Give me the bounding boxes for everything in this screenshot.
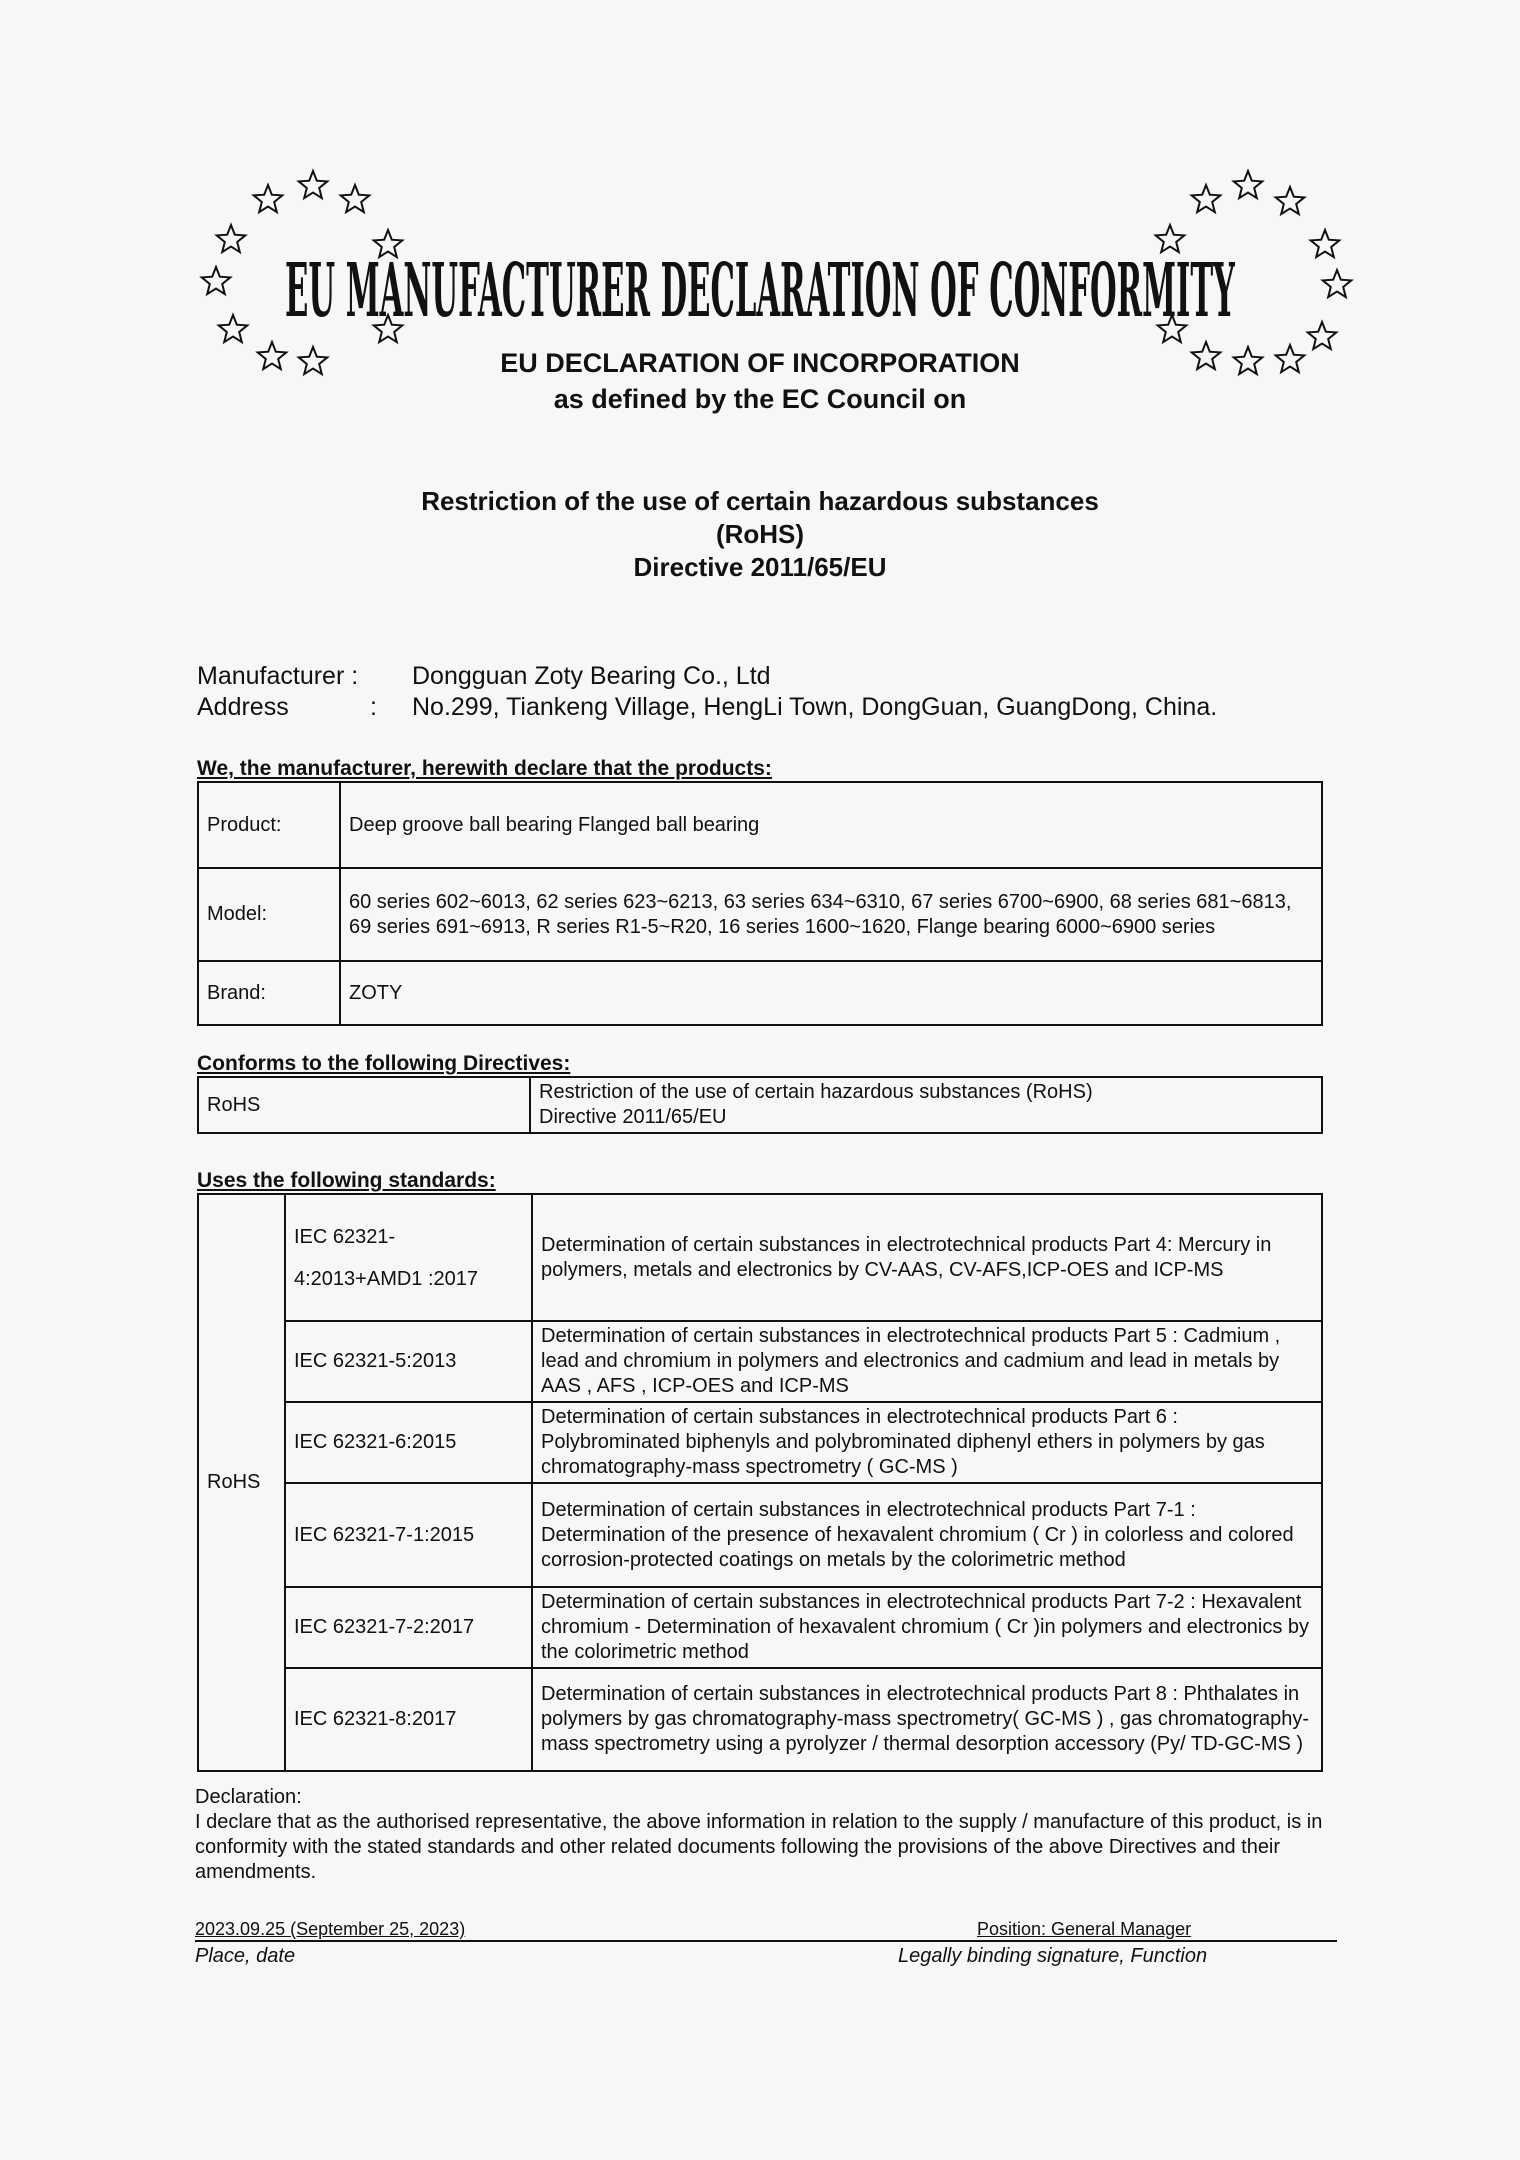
star-icon bbox=[219, 315, 248, 342]
standard-code: IEC 62321-7-2:2017 bbox=[285, 1587, 532, 1668]
star-icon bbox=[1308, 322, 1337, 349]
table-row bbox=[198, 868, 1322, 961]
subtitle-incorporation: EU DECLARATION OF INCORPORATION bbox=[500, 348, 1020, 378]
standard-description: Determination of certain substances in electrotechnical products Part 6 : Polybrominated biphenyls and polybrominated diphenyl ethers in polymers by gas chromatography-mass spectrometry ( GC-MS ) bbox=[532, 1402, 1322, 1483]
star-icon bbox=[254, 185, 283, 212]
standard-code: IEC 62321-5:2013 bbox=[285, 1321, 532, 1402]
star-icon bbox=[299, 171, 328, 198]
standard-description: Determination of certain substances in electrotechnical products Part 4: Mercury in polymers, metals and electronics by CV-AAS, CV-AFS,ICP-OES and ICP-MS bbox=[532, 1194, 1322, 1321]
directive-heading: Directive 2011/65/EU bbox=[633, 552, 887, 582]
directive-line-2: Directive 2011/65/EU bbox=[539, 1106, 727, 1128]
star-icon bbox=[202, 267, 231, 294]
declaration-text: I declare that as the authorised representative, the above information in relation to the supply / manufacture of this product, is in conformity with the stated standards and other related documents following the provisions of the above Directives and their amendments. bbox=[195, 1811, 1323, 1883]
address-value: No.299, Tiankeng Village, HengLi Town, DongGuan, GuangDong, China. bbox=[412, 693, 1218, 721]
subtitle-council: as defined by the EC Council on bbox=[553, 384, 967, 414]
standard-description: Determination of certain substances in electrotechnical products Part 7-1 : Determination of the presence of hexavalent chromium ( Cr ) in colorless and colored corrosion-protected coatings on metals by the colorimetric method bbox=[532, 1483, 1322, 1587]
table-row bbox=[198, 1402, 1322, 1483]
standard-description: Determination of certain substances in electrotechnical products Part 8 : Phthalates in polymers by gas chromatography-mass spectrometry( GC-MS ) , gas chromatography-mass spectrometry using a pyrolyzer / thermal desorption accessory (Py/ TD-GC-MS ) bbox=[532, 1668, 1322, 1771]
product-label: Product: bbox=[198, 782, 340, 868]
address-colon: : bbox=[370, 693, 377, 721]
directive-name: RoHS bbox=[198, 1077, 530, 1133]
standards-group: RoHS bbox=[198, 1194, 285, 1771]
signature-label: Legally binding signature, Function bbox=[898, 1945, 1208, 1967]
directive-line-1: Restriction of the use of certain hazardous substances (RoHS) bbox=[539, 1081, 1093, 1103]
directive-description bbox=[530, 1077, 1322, 1133]
table-row bbox=[198, 1483, 1322, 1587]
product-value: Deep groove ball bearing Flanged ball bearing bbox=[340, 782, 1322, 868]
star-icon bbox=[1276, 187, 1305, 214]
star-icon bbox=[1192, 185, 1221, 212]
table-row bbox=[198, 1587, 1322, 1668]
standard-code: IEC 62321-7-1:2015 bbox=[285, 1483, 532, 1587]
star-icon bbox=[341, 185, 370, 212]
table-row bbox=[198, 1668, 1322, 1771]
document-title-text: EU MANUFACTURER DECLARATION OF CONFORMITY bbox=[285, 248, 1235, 330]
star-icon bbox=[1323, 270, 1352, 297]
declaration-label: Declaration: bbox=[195, 1786, 302, 1808]
standard-description: Determination of certain substances in electrotechnical products Part 7-2 : Hexavalent chromium - Determination of hexavalent chromium ( Cr )in polymers and electronics by the colorimetric method bbox=[532, 1587, 1322, 1668]
standard-code: IEC 62321-6:2015 bbox=[285, 1402, 532, 1483]
address-label: Address bbox=[197, 693, 289, 721]
rohs-heading: (RoHS) bbox=[715, 519, 805, 549]
brand-label: Brand: bbox=[198, 961, 340, 1025]
restriction-heading: Restriction of the use of certain hazardous substances bbox=[421, 486, 1099, 516]
table-row bbox=[198, 1077, 1322, 1133]
table-row bbox=[198, 782, 1322, 868]
products-table bbox=[197, 781, 1323, 1026]
document-title-svg bbox=[285, 240, 1235, 330]
place-date-label: Place, date bbox=[195, 1945, 296, 1967]
directives-heading: Conforms to the following Directives: bbox=[197, 1052, 571, 1075]
standard-code: IEC 62321-8:2017 bbox=[285, 1668, 532, 1771]
standard-description: Determination of certain substances in electrotechnical products Part 5 : Cadmium , lead and chromium in polymers and electronics and cadmium and lead in metals by AAS , AFS , ICP-OES and ICP-MS bbox=[532, 1321, 1322, 1402]
manufacturer-label: Manufacturer : bbox=[197, 662, 359, 690]
standards-table bbox=[197, 1193, 1323, 1772]
star-icon bbox=[1234, 171, 1263, 198]
products-heading: We, the manufacturer, herewith declare that the products: bbox=[197, 757, 772, 780]
document-title bbox=[285, 240, 1235, 330]
model-label: Model: bbox=[198, 868, 340, 961]
standard-code: IEC 62321-4:2013+AMD1 :2017 bbox=[285, 1194, 532, 1321]
standards-heading: Uses the following standards: bbox=[197, 1169, 496, 1192]
directives-table bbox=[197, 1076, 1323, 1134]
model-value: 60 series 602~6013, 62 series 623~6213, 63 series 634~6310, 67 series 6700~6900, 68 series 681~6813, 69 series 691~6913, R series R1-5~R20, 16 series 1600~1620, Flange bearing 6000~6900 series bbox=[340, 868, 1322, 961]
manufacturer-value: Dongguan Zoty Bearing Co., Ltd bbox=[412, 662, 771, 690]
star-icon bbox=[217, 225, 246, 252]
table-row bbox=[198, 1194, 1322, 1321]
table-row bbox=[198, 961, 1322, 1025]
place-date-value: 2023.09.25 (September 25, 2023) bbox=[195, 1919, 466, 1939]
star-icon bbox=[1311, 230, 1340, 257]
brand-value: ZOTY bbox=[340, 961, 1322, 1025]
table-row bbox=[198, 1321, 1322, 1402]
position-value: Position: General Manager bbox=[977, 1919, 1192, 1939]
